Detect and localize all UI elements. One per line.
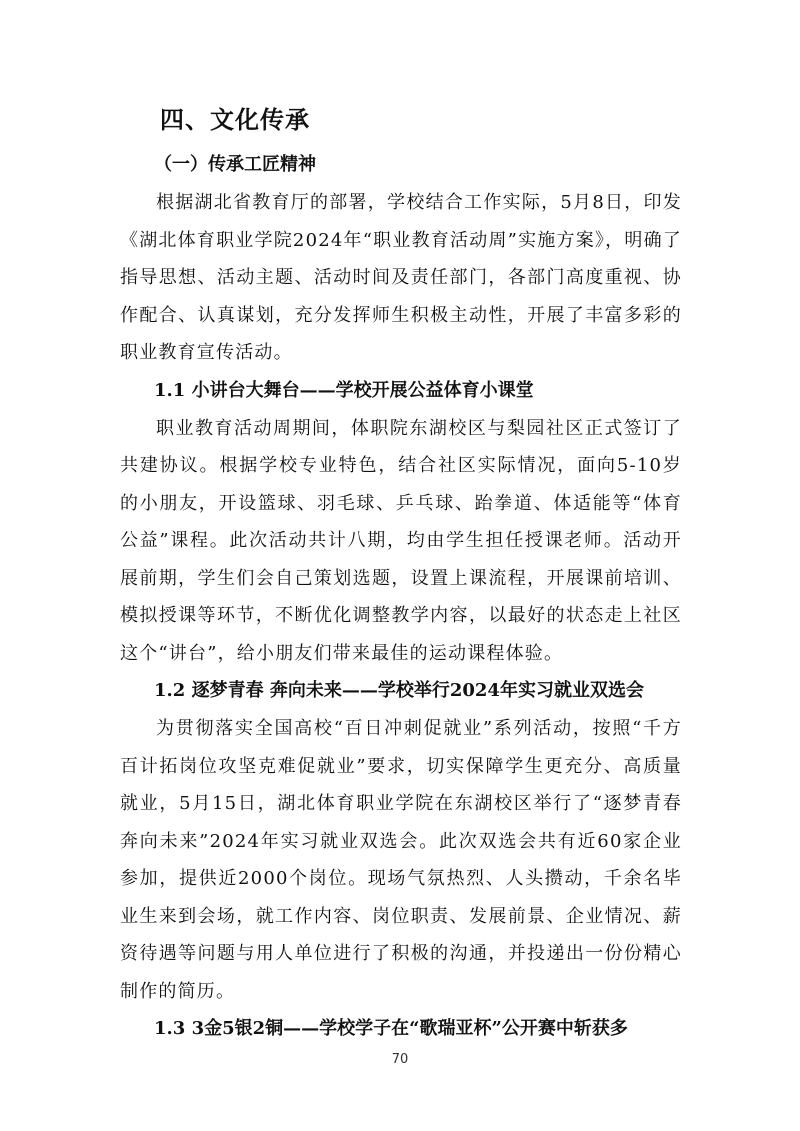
section-title: 四、文化传承	[160, 106, 310, 134]
page-number: 70	[391, 1052, 409, 1067]
item2-paragraph: 为贯彻落实全国高校“百日冲刺促就业”系列活动，按照“千方百计拓岗位攻坚克难促就业”要求，切实保障学生更充分、高质量就业，5月15日，湖北体育职业学院在东湖校区举行了“逐梦青春奔向未来”2024年实习就业双选会。此次双选会共有近60家企业参加，提供近2000个岗位。现场气氛热烈、人头攒动，千余名毕业生来到会场，就工作内容、岗位职责、发展前景、企业情况、薪资待遇等问题与用人单位进行了积极的沟通，并投递出一份份精心制作的简历。	[120, 718, 682, 1002]
item2-heading: 1.2 逐梦青春 奔向未来——学校举行2024年实习就业双选会	[154, 680, 644, 701]
intro-paragraph: 根据湖北省教育厅的部署，学校结合工作实际，5月8日，印发《湖北体育职业学院2024年“职业教育活动周”实施方案》，明确了指导思想、活动主题、活动时间及责任部门，各部门高度重视、协作配合、认真谋划，充分发挥师生积极主动性，开展了丰富多彩的职业教育宣传活动。	[120, 192, 682, 363]
item1-paragraph: 职业教育活动周期间，体职院东湖校区与梨园社区正式签订了共建协议。根据学校专业特色，结合社区实际情况，面向5-10岁的小朋友，开设篮球、羽毛球、乒乓球、跆拳道、体适能等“体育公益”课程。此次活动共计八期，均由学生担任授课老师。活动开展前期，学生们会自己策划选题，设置上课流程，开展课前培训、模拟授课等环节，不断优化调整教学内容，以最好的状态走上社区这个“讲台”，给小朋友们带来最佳的运动课程体验。	[120, 417, 682, 664]
subsection-title: （一）传承工匠精神	[154, 154, 316, 175]
item3-heading: 1.3 3金5银2铜——学校学子在“歌瑞亚杯”公开赛中斩获多	[154, 1018, 628, 1039]
page-content	[120, 100, 682, 1048]
item1-heading: 1.1 小讲台大舞台——学校开展公益体育小课堂	[154, 379, 534, 401]
